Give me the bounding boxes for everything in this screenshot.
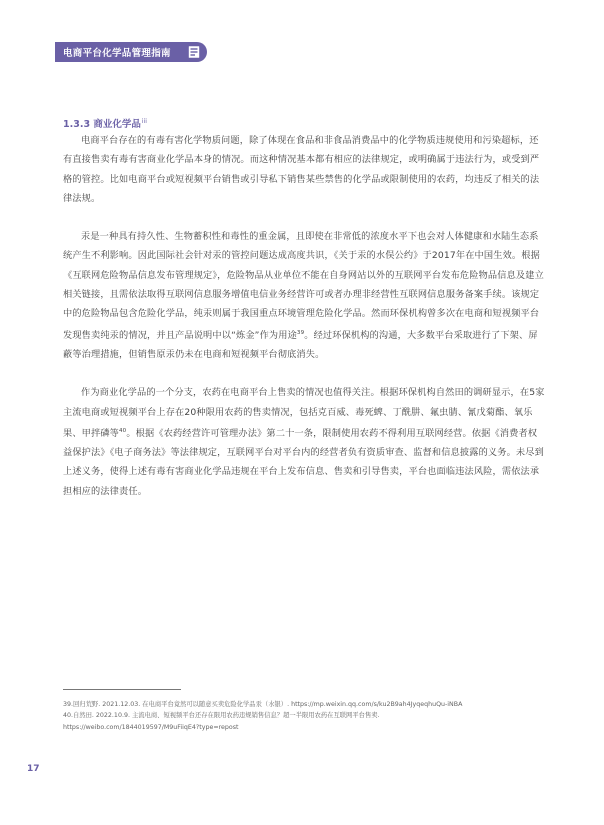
footnote-40-link[interactable]: https://weibo.com/1844019597/M9uFiiqE4?type=repost — [63, 723, 239, 731]
header-banner — [55, 42, 207, 62]
page-number: 17 — [27, 764, 40, 774]
section-note-ref: iii — [141, 118, 147, 125]
footnote-divider — [63, 689, 181, 690]
footnote-ref-40: 40 — [119, 427, 127, 434]
body-content — [63, 131, 545, 520]
footnotes — [63, 699, 563, 733]
header-title: 电商平台化学品管理指南 — [63, 48, 171, 59]
document-list-icon — [186, 44, 202, 60]
paragraph-mercury: 汞是一种具有持久性、生物蓄积性和毒性的重金属，且即使在非常低的浓度水平下也会对人体健康和水陆生态系统产生不利影响。因此国际社会针对汞的管控问题达成高度共识，《关于汞的水俣公约》于2017年在中国生效。根据《互联网危险物品信息发布管理规定》，危险物品从业单位不能在自身网站以外的互联网平台发布危险物品信息及建立相关链接，且需依法取得互联网信息服务增值电信业务经营许可或者办理非经营性互联网信息服务备案手续。该规定中的危险物品包含危险化学品，纯汞则属于我国重点环境管理危险化学品。然而环保机构曾多次在电商和短视频平台发现售卖纯汞的情况，并且产品说明中以“炼金”作为用途$^{39}$。经过环保机构的沟通，大多数平台采取进行了下架、屏蔽等治理措施，但销售原汞仍未在电商和短视频平台彻底消失。 — [63, 231, 544, 360]
section-title: 1.3.3 商业化学品$^{iii}$ — [63, 118, 147, 130]
footnote-ref-39: 39 — [296, 329, 305, 336]
footnote-40: 40.自然田. 2022.10.9. 主流电商、短视频平台还存在限用农药违规销售信息？超一半限用农药在互联网平台售卖. — [63, 712, 380, 720]
paragraph-pesticides: 作为商业化学品的一个分支，农药在电商平台上售卖的情况也值得关注。根据环保机构自然田的调研显示，在5家主流电商或短视频平台上存在20种限用农药的售卖情况，包括克百威、毒死蜱、丁酰肼、氟虫腈、氰戊菊酯、氧乐果、甲拌磷等$^{40}$。根据《农药经营许可管理办法》第二十一条，限制使用农药不得利用互联网经营。依据《消费者权益保护法》《电子商务法》等法律规定，互联网平台对平台内的经营者负有资质审查、监督和信息披露的义务。未尽到上述义务，使得上述有毒有害商业化学品违规在平台上发布信息、售卖和引导售卖，平台也面临违法风险，需依法承担相应的法律责任。 — [63, 387, 545, 497]
paragraph-chemical-issues: 电商平台存在的有毒有害化学物质问题，除了体现在食品和非食品消费品中的化学物质违规使用和污染超标，还有直接售卖有毒有害商业化学品本身的情况。而这种情况基本都有相应的法律规定，或明确属于违法行为，或受到严格的管控。比如电商平台或短视频平台销售或引导私下销售某些禁售的化学品或限制使用的农药，均违反了相关的法律法规。 — [63, 135, 540, 204]
footnote-39: 39.回归荒野. 2021.12.03. 在电商平台竟然可以随意买卖危险化学品汞（水银）. https://mp.weixin.qq.com/s/ku2B9ah4JyqeqhuQu-iNBA — [63, 701, 463, 708]
